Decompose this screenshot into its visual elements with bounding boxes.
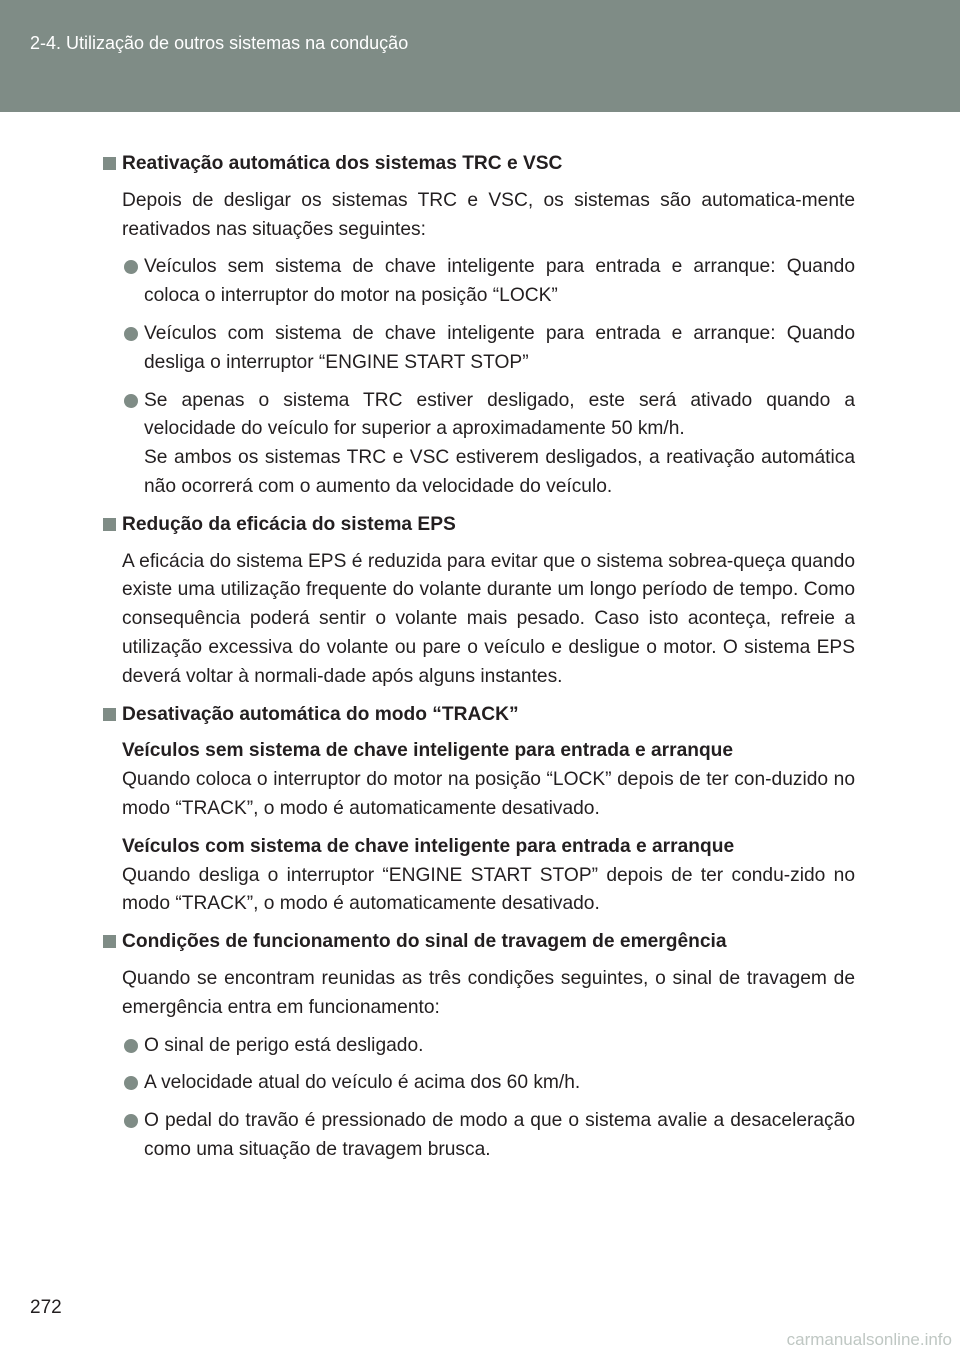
section-eps-reduction	[100, 511, 855, 692]
circle-bullet-icon	[124, 394, 138, 408]
square-bullet-icon	[103, 157, 116, 170]
square-bullet-icon	[103, 518, 116, 531]
section-heading: Desativação automática do modo “TRACK”	[100, 701, 855, 730]
circle-bullet-icon	[124, 1039, 138, 1053]
section-emergency-brake-signal	[100, 928, 855, 1165]
section-title: 2-4. Utilização de outros sistemas na condução	[30, 33, 409, 53]
list-item: Se apenas o sistema TRC estiver desligado, este será ativado quando a velocidade do veículo for superior a aproximadamente 50 km/h. Se ambos os sistemas TRC e VSC estiverem desligados, a reativação automática não ocorrerá com o aumento da velocidade do veículo.	[100, 387, 855, 502]
section-paragraph: Quando se encontram reunidas as três condições seguintes, o sinal de travagem de emergência entra em funcionamento:	[122, 967, 855, 1018]
subsection-without-smart-key	[100, 737, 855, 823]
subsection-title: Veículos com sistema de chave inteligente para entrada e arranque	[122, 835, 735, 857]
section-trc-vsc-reactivation	[100, 150, 855, 502]
section-paragraph: A eficácia do sistema EPS é reduzida para evitar que o sistema sobrea-queça quando existe uma utilização frequente do volante durante um longo período de tempo. Como consequência poderá sentir o volante mais pesado. Caso isto aconteça, refreie a utilização excessiva do volante ou pare o veículo e desligue o motor. O sistema EPS deverá voltar à normali-dade após alguns instantes.	[122, 550, 855, 687]
list-item: Veículos com sistema de chave inteligente para entrada e arranque: Quando desliga o interruptor “ENGINE START STOP”	[100, 320, 855, 378]
circle-bullet-icon	[124, 260, 138, 274]
list-item: O sinal de perigo está desligado.	[100, 1032, 855, 1061]
section-paragraph: Depois de desligar os sistemas TRC e VSC, os sistemas são automatica-mente reativados nas situações seguintes:	[122, 189, 855, 240]
subsection-text: Quando desliga o interruptor “ENGINE START STOP” depois de ter condu-zido no modo “TRACK”, o modo é automaticamente desativado.	[122, 864, 855, 915]
page-content	[100, 150, 855, 1174]
list-item: O pedal do travão é pressionado de modo a que o sistema avalie a desaceleração como uma situação de travagem brusca.	[100, 1107, 855, 1165]
circle-bullet-icon	[124, 327, 138, 341]
section-heading: Reativação automática dos sistemas TRC e VSC	[100, 150, 855, 179]
list-item: Veículos sem sistema de chave inteligente para entrada e arranque: Quando coloca o interruptor do motor na posição “LOCK”	[100, 253, 855, 311]
square-bullet-icon	[103, 708, 116, 721]
section-track-deactivation	[100, 701, 855, 920]
page-number: 272	[30, 1297, 62, 1318]
header-band	[0, 0, 960, 112]
subsection-title: Veículos sem sistema de chave inteligente para entrada e arranque	[122, 740, 734, 762]
square-bullet-icon	[103, 935, 116, 948]
circle-bullet-icon	[124, 1076, 138, 1090]
section-heading: Redução da eficácia do sistema EPS	[100, 511, 855, 540]
watermark: carmanualsonline.info	[786, 1330, 952, 1349]
subsection-text: Quando coloca o interruptor do motor na posição “LOCK” depois de ter con-duzido no modo “TRACK”, o modo é automaticamente desativado.	[122, 769, 855, 819]
list-item: A velocidade atual do veículo é acima dos 60 km/h.	[100, 1069, 855, 1098]
circle-bullet-icon	[124, 1114, 138, 1128]
subsection-with-smart-key	[100, 833, 855, 919]
section-heading: Condições de funcionamento do sinal de travagem de emergência	[100, 928, 855, 957]
